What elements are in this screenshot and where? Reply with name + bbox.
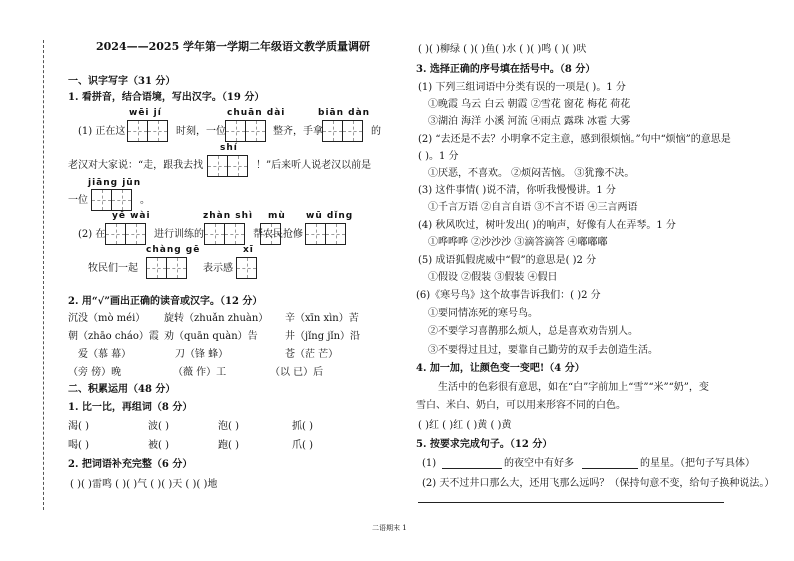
s2-q1-r1-2[interactable]: 泡( ) [218, 421, 239, 432]
s2-q1-r1-1[interactable]: 波( ) [148, 421, 169, 432]
q2-r3b[interactable]: 刀（锋 蜂） [175, 349, 229, 360]
q2-r4c[interactable]: （以 已）后 [270, 367, 324, 378]
q2-r4b[interactable]: （薇 作）工 [173, 367, 227, 378]
pinyin-mu: mù [268, 211, 286, 221]
q3-s6-opt2: ②不要学习喜鹊那么烦人，总是喜欢劝告别人。 [428, 326, 638, 337]
q3-s4-opt: ①哗哗哗 ②沙沙沙 ③滴答滴答 ④嘟嘟嘟 [428, 237, 608, 248]
q1-text-4c: 帮农民抢修 [253, 229, 303, 240]
page-title: 2024——2025 学年第一学期二年级语文教学质量调研 [96, 40, 371, 53]
q3-s1[interactable]: (1) 下列三组词语中分类有误的一项是( )。1 分 [418, 82, 626, 93]
q3-s3-opt: ①千言万语 ②自言自语 ③不言不语 ④三言两语 [428, 202, 638, 213]
q3-s2b[interactable]: ( )。1 分 [418, 151, 459, 162]
q1-text-3b: 。 [140, 195, 150, 206]
q3-s2-opt: ①厌恶，不喜欢。 ②烦闷苦恼。 ③犹豫不决。 [428, 168, 635, 179]
q1-text-1c: 整齐，手拿 [273, 126, 323, 137]
writing-grid-zhan-shi[interactable] [204, 223, 245, 245]
s2-q4-title: 4. 加一加，让颜色变一变吧!（4 分） [416, 363, 585, 374]
q4-para2: 雪白、米白、奶白，可以用来形容不同的白色。 [416, 400, 626, 411]
writing-grid-wu-ding[interactable] [305, 223, 346, 245]
writing-grid-chuan-dai[interactable] [225, 120, 266, 142]
pinyin-zhan-shi: zhàn shì [203, 211, 254, 221]
q3-s5-opt: ①假设 ②假装 ③假装 ④假日 [428, 272, 558, 283]
writing-grid-shi[interactable] [207, 155, 248, 177]
q1-text-4b: 进行训练的 [154, 229, 204, 240]
q3-s6[interactable]: (6)《寒号鸟》这个故事告诉我们：( )2 分 [416, 290, 601, 301]
s2-q2-row1[interactable]: ( )( )雷鸣 ( )( )气 ( )( )天 ( )( )地 [70, 479, 218, 490]
pinyin-wu-ding: wū dǐng [306, 211, 354, 221]
writing-grid-ye-wai[interactable] [105, 223, 146, 245]
q3-s6-opt1: ①要同情冻死的寒号鸟。 [428, 308, 538, 319]
q4-para1: 生活中的色彩很有意思，如在“白”字前加上“雪”“米”“奶”，变 [438, 382, 709, 393]
q5-answer-line[interactable] [418, 502, 724, 503]
q5-s1c: 的星星。（把句子写具体） [640, 458, 755, 469]
pinyin-xi: xī [243, 245, 254, 255]
q2-r1b[interactable]: 旋转（zhuǎn zhuàn） [164, 313, 269, 324]
q1-text-2a: 老汉对大家说：“走，跟我去找 [68, 160, 204, 171]
q1-text-2b: ！”后来听人说老汉以前是 [256, 160, 372, 171]
pinyin-bian-dan: biān dàn [318, 108, 371, 118]
q1-text-5b: 表示感 [203, 263, 233, 274]
s2-q2-row2[interactable]: ( )( )柳绿 ( )( )鱼( )水 ( )( )鸣 ( )( )吠 [418, 44, 587, 55]
pinyin-wei-ji: wēi jí [129, 108, 162, 118]
page-footer: 二语期末 1 [372, 524, 407, 532]
writing-grid-jiang-jun[interactable] [91, 189, 132, 211]
q3-s1-opt1: ①晚霞 乌云 白云 朝霞 ②雪花 窗花 梅花 荷花 [428, 99, 631, 110]
s2-q1-title: 1. 比一比，再组词（8 分） [68, 402, 193, 413]
s2-q2-title: 2. 把词语补充完整（6 分） [68, 459, 193, 470]
q3-s2: (2) “去还是不去？小明拿不定主意，感到很烦恼。”句中“烦恼”的意思是 [418, 134, 731, 145]
s2-q1-r2-0[interactable]: 喝( ) [68, 440, 89, 451]
q1-text-4a: (2) 在 [78, 229, 106, 240]
pinyin-chang-ge: chàng gē [146, 245, 201, 255]
s2-q1-r1-0[interactable]: 渴( ) [68, 421, 89, 432]
q5-blank-1[interactable] [442, 468, 502, 469]
writing-grid-xi[interactable] [236, 257, 257, 279]
q2-r3a[interactable]: 爱（慕 幕） [78, 349, 132, 360]
pinyin-chuan-dai: chuān dài [227, 108, 286, 118]
q2-r2c[interactable]: 井（jǐng jǐn）沿 [285, 331, 361, 342]
q1-text-3a: 一位 [68, 195, 88, 206]
q3-s3[interactable]: (3) 这件事情( )说不清，你听我慢慢讲。1 分 [418, 185, 616, 196]
q3-s1-opt2: ③湖泊 海洋 小溪 河流 ④雨点 露珠 冰雹 大雾 [428, 116, 631, 127]
q4-blanks[interactable]: ( )红 ( )红 ( )黄 ( )黄 [418, 420, 512, 431]
writing-grid-chang-ge[interactable] [146, 257, 187, 279]
q5-s1b: 的夜空中有好多 [504, 458, 574, 469]
q5-s2: (2) 天不过井口那么大，还用飞那么远吗？（保持句意不变，给句子换种说法。） [422, 478, 775, 489]
pinyin-ye-wai: yě wài [112, 211, 151, 221]
q2-r3c[interactable]: 苍（茫 芒） [285, 349, 339, 360]
q3-s5[interactable]: (5) 成语狐假虎威中“假”的意思是( )2 分 [418, 255, 597, 266]
section-1-heading: 一、识字写字（31 分） [68, 76, 176, 87]
q5-s1a: (1) [422, 458, 437, 469]
s2-q5-title: 5. 按要求完成句子。（12 分） [416, 439, 553, 450]
s2-q1-r2-2[interactable]: 跑( ) [218, 440, 239, 451]
section-2-heading: 二、积累运用（48 分） [68, 384, 176, 395]
q1-text-5a: 牧民们一起 [88, 263, 138, 274]
q2-r1c[interactable]: 辛（xīn xìn）苦 [285, 313, 359, 324]
q1-text-1d: 的 [371, 126, 381, 137]
writing-grid-wei-ji[interactable] [127, 120, 168, 142]
q1-text-1b: 时刻，一位 [176, 126, 226, 137]
q2-r2a[interactable]: 朝（zhāo cháo）霞 [68, 331, 159, 342]
q2-r1a[interactable]: 沉没（mò méi） [68, 313, 146, 324]
s1-q2-title: 2. 用“√”画出正确的读音或汉字。（12 分） [68, 296, 263, 307]
q5-blank-2[interactable] [582, 468, 638, 469]
pinyin-jiang-jun: jiāng jūn [88, 178, 142, 188]
s2-q1-r2-1[interactable]: 被( ) [148, 440, 169, 451]
binding-margin-line [43, 40, 44, 510]
q2-r4a[interactable]: （旁 傍）晚 [68, 367, 122, 378]
pinyin-shi: shí [220, 143, 238, 153]
s2-q1-r2-3[interactable]: 爪( ) [292, 440, 313, 451]
q3-s4[interactable]: (4) 秋风吹过，树叶发出( )的响声，好像有人在弄琴。1 分 [418, 220, 676, 231]
q3-s6-opt3: ③不要得过且过，要靠自己勤劳的双手去创造生活。 [428, 345, 658, 356]
writing-grid-bian-dan[interactable] [322, 120, 363, 142]
q1-text-1a: (1) 正在这 [78, 126, 126, 137]
s2-q3-title: 3. 选择正确的序号填在括号中。（8 分） [416, 64, 596, 75]
s1-q1-title: 1. 看拼音，结合语境，写出汉字。（19 分） [68, 92, 265, 103]
q2-r2b[interactable]: 劝（quān quàn）告 [164, 331, 258, 342]
s2-q1-r1-3[interactable]: 抓( ) [292, 421, 313, 432]
